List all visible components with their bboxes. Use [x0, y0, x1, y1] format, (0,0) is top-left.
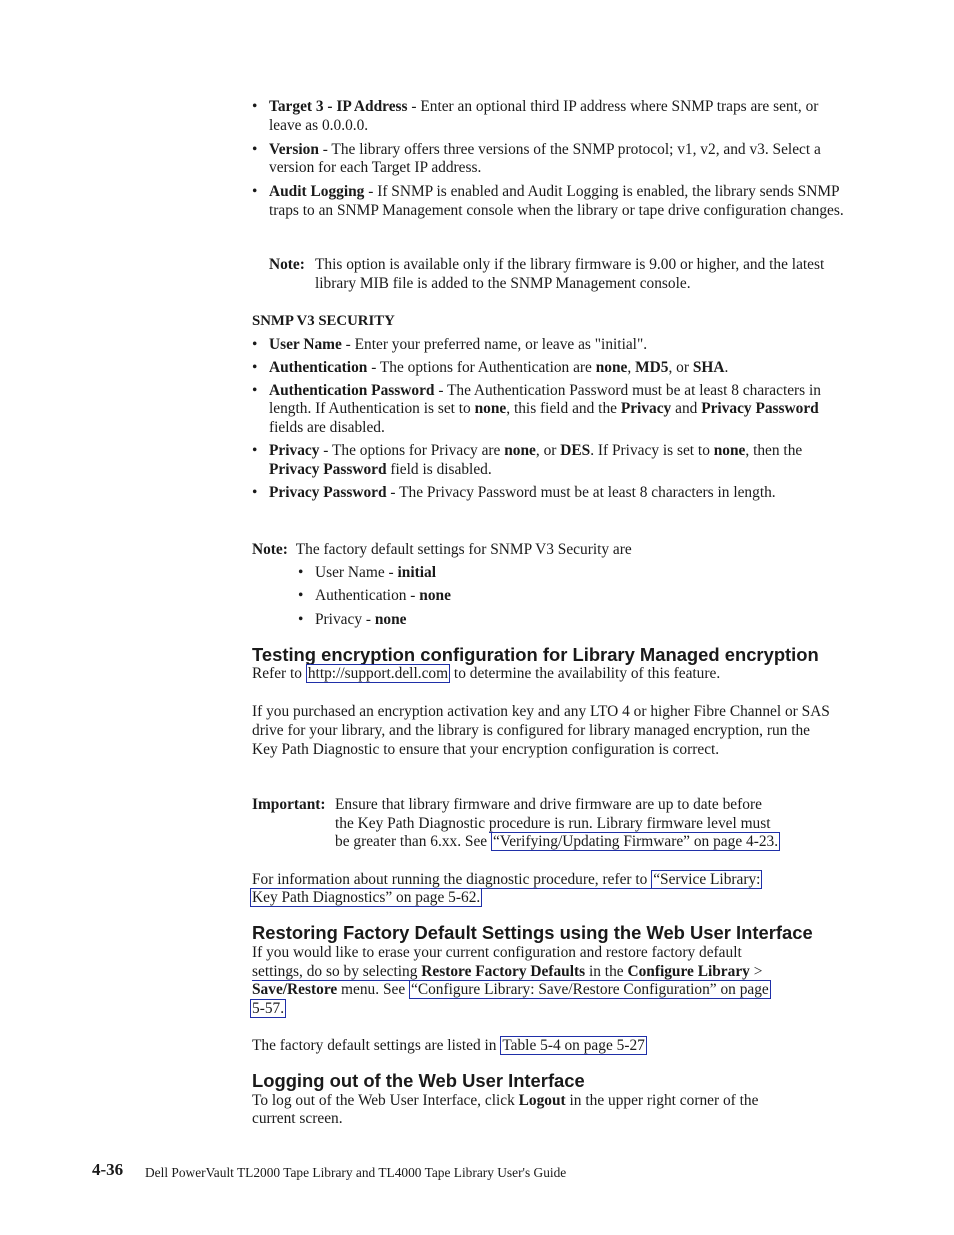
default-value: initial: [397, 564, 436, 581]
value-md5: MD5: [635, 358, 669, 376]
section-heading-testing-encryption: Testing encryption configuration for Library Managed encryption: [252, 644, 819, 665]
paragraph-text: settings, do so by selecting: [252, 963, 422, 980]
separator: .: [724, 358, 729, 376]
snmp-v3-security-list: [252, 336, 844, 502]
desc-authentication: - The options for Authentication are: [367, 358, 596, 376]
note-factory-defaults: [252, 541, 842, 560]
default-value: none: [419, 587, 451, 605]
configure-library-page-link[interactable]: 5-57.: [252, 1000, 285, 1017]
term-authentication: Authentication: [269, 358, 368, 376]
key-path-diagnostics-link[interactable]: Key Path Diagnostics” on page 5-62.: [252, 889, 481, 906]
important-text-line2: [335, 815, 771, 834]
note-text: The factory default settings for SNMP V3 Security are: [295, 541, 632, 558]
term-privacy-password: Privacy Password: [269, 483, 387, 501]
list-item-privacy: [252, 442, 844, 480]
factory-defaults-list: [298, 564, 698, 630]
value-none: none: [713, 441, 746, 459]
term-target3: Target 3 - IP Address: [269, 98, 408, 115]
value-none: none: [504, 441, 536, 459]
support-link[interactable]: http://support.dell.com: [307, 665, 449, 682]
paragraph-restore-line4: [250, 1000, 286, 1019]
paragraph-text: If you would like to erase your current configuration and restore factory default: [252, 944, 742, 961]
section-heading-restoring-defaults: Restoring Factory Default Settings using the Web User Interface: [252, 922, 813, 943]
value-none: none: [595, 358, 628, 376]
separator: ,: [627, 358, 636, 376]
default-label: Privacy -: [315, 610, 375, 628]
term-version: Version: [269, 140, 319, 158]
desc-user-name: - Enter your preferred name, or leave as "initial".: [341, 336, 648, 353]
desc-target3: - Enter an optional third IP address where SNMP traps are sent, or leave as 0.0.0.0.: [269, 98, 819, 134]
paragraph-text: >: [749, 963, 763, 980]
term-user-name: User Name: [269, 336, 342, 353]
default-label: User Name -: [315, 564, 398, 581]
separator: , or: [668, 358, 693, 376]
important-label: Important:: [252, 796, 326, 813]
note-text: This option is available only if the library firmware is 9.00 or higher, and the latest library MIB file is added to the SNMP Management console.: [315, 256, 825, 292]
term-privacy: Privacy: [269, 441, 320, 459]
desc-text: , then the: [745, 441, 803, 459]
desc-text: . If Privacy is set to: [590, 441, 714, 459]
paragraph-restore-line2: [252, 963, 762, 982]
menu-configure-library: Configure Library: [627, 963, 750, 980]
default-value: none: [374, 610, 407, 628]
paragraph-restore-line3: [252, 981, 771, 1000]
paragraph-refer-support: [252, 665, 844, 684]
logout-term: Logout: [518, 1092, 566, 1109]
note-firmware: [269, 256, 839, 294]
list-item-version: [252, 141, 844, 179]
snmp-target-options-list: [252, 98, 844, 221]
verifying-firmware-link[interactable]: “Verifying/Updating Firmware” on page 4-23.: [492, 833, 779, 850]
paragraph-text: Refer to: [252, 665, 306, 682]
desc-text: field is disabled.: [386, 460, 492, 478]
desc-text: and: [671, 400, 702, 418]
desc-version: - The library offers three versions of the SNMP protocol; v1, v2, and v3. Select a version for each Target IP address.: [269, 140, 821, 177]
important-text-line3: [335, 833, 780, 852]
list-item-default-user-name: [298, 564, 698, 583]
default-label: Authentication -: [315, 587, 420, 605]
separator: , or: [535, 441, 561, 459]
paragraph-text: menu. See: [337, 981, 410, 998]
term-authentication-password: Authentication Password: [269, 381, 435, 399]
configure-library-save-restore-link[interactable]: “Configure Library: Save/Restore Configuration” on page: [411, 981, 769, 998]
important-text: procedure is run. Library firmware level must: [488, 815, 771, 832]
term-audit-logging: Audit Logging: [269, 183, 365, 201]
value-sha: SHA: [692, 358, 725, 376]
list-item-user-name: [252, 336, 844, 355]
desc-text: , this field and the: [506, 400, 621, 418]
list-item-authentication: [252, 359, 844, 378]
value-privacy: Privacy: [620, 400, 672, 418]
menu-save-restore: Save/Restore: [252, 981, 338, 998]
service-library-link[interactable]: “Service Library:: [653, 871, 761, 888]
note-label: Note:: [252, 541, 288, 558]
desc-audit-logging: - If SNMP is enabled and Audit Logging is enabled, the library sends SNMP traps to an SNMP Management console when the library or tape drive configuration changes.: [269, 183, 844, 219]
paragraph-text: For information about running the diagnostic procedure, refer to: [252, 871, 652, 888]
list-item-authentication-password: [252, 382, 844, 438]
desc-privacy: - The options for Privacy are: [319, 441, 505, 459]
paragraph-diagnostic-info: [252, 871, 762, 890]
note-label: Note:: [269, 256, 305, 273]
paragraph-text: To log out of the Web User Interface, click: [252, 1092, 519, 1109]
list-item-privacy-password: [252, 484, 844, 503]
paragraph-text: in the upper right corner of the: [565, 1092, 759, 1109]
desc-text: fields are disabled.: [269, 419, 385, 437]
paragraph-defaults-table: [252, 1037, 647, 1056]
desc-privacy-password: - The Privacy Password must be at least 8 characters in length.: [386, 483, 776, 501]
paragraph-text: The factory default settings are listed in: [252, 1037, 501, 1054]
paragraph-diagnostic-info-line2: [250, 889, 482, 908]
value-privacy-password: Privacy Password: [269, 460, 387, 478]
important-text: the Key Path Diagnostic: [335, 815, 489, 832]
footer-title: Dell PowerVault TL2000 Tape Library and TL4000 Tape Library User's Guide: [145, 1165, 567, 1180]
desc-authentication-password: - The Authentication Password must be at least 8 characters in length. If Authentication is set to: [269, 381, 821, 418]
menu-restore-factory-defaults: Restore Factory Defaults: [421, 963, 586, 980]
important-text: be greater than 6.xx. See: [335, 833, 491, 850]
page-number: 4-36: [92, 1160, 124, 1179]
paragraph-logout-line1: [252, 1092, 758, 1111]
value-des: DES: [560, 441, 591, 459]
list-item-target3: [252, 98, 844, 136]
paragraph-encryption-key: If you purchased an encryption activation key and any LTO 4 or higher Fibre Channel or SAS drive for your library, and the library is configured for library managed encryption, run the Key Path Diagnostic to ensure that your encryption configuration is correct.: [252, 703, 830, 758]
paragraph-text: in the: [585, 963, 628, 980]
paragraph-text: current screen.: [252, 1110, 343, 1127]
paragraph-text: to determine the availability of this feature.: [450, 665, 721, 682]
important-text: Ensure that library firmware and drive firmware are up to date before: [335, 796, 762, 813]
list-item-default-authentication: [298, 587, 698, 606]
value-privacy-password: Privacy Password: [701, 400, 819, 418]
snmp-v3-security-heading: SNMP V3 SECURITY: [252, 313, 395, 329]
table-5-4-link[interactable]: Table 5-4 on page 5-27: [502, 1037, 645, 1054]
value-none: none: [474, 400, 507, 418]
list-item-default-privacy: [298, 611, 698, 630]
list-item-audit-logging: [252, 183, 844, 221]
section-heading-logging-out: Logging out of the Web User Interface: [252, 1070, 585, 1091]
